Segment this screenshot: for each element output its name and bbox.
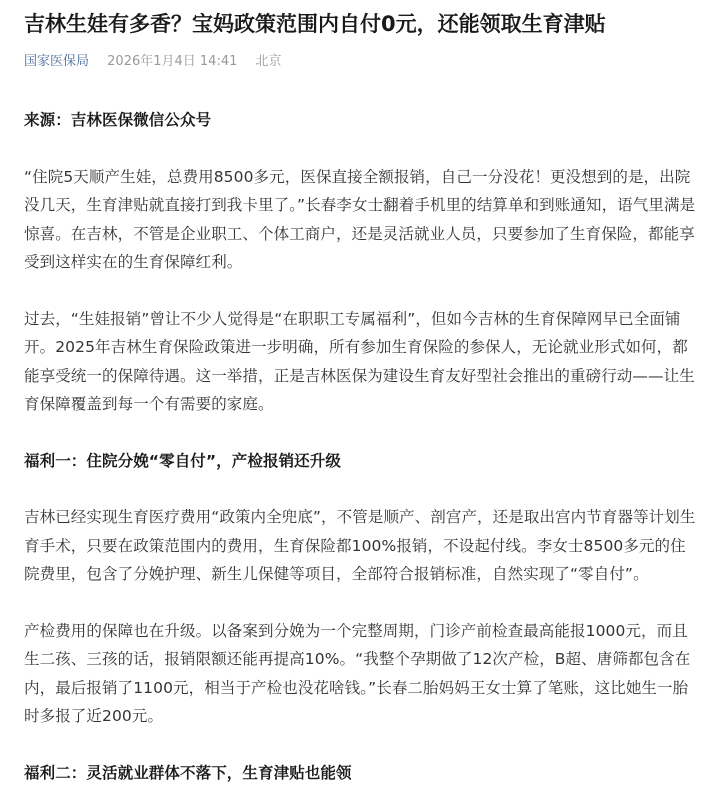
article-title: 吉林生娃有多香？宝妈政策范围内自付0元，还能领取生育津贴 bbox=[24, 12, 606, 36]
paragraph: 产检费用的保障也在升级。以备案到分娩为一个完整周期，门诊产前检查最高能报1000元，而且生二孩、三孩的话，报销限额还能再提高10%。“我整个孕期做了12次产检，B超、唐筛都包含在内，最后报销了1100元，相当于产检也没花啥钱。”长春二胎妈妈王女士算了笔账，这比她生一胎时多报了近200元。 bbox=[24, 621, 691, 725]
article-body bbox=[24, 106, 700, 787]
article-meta bbox=[24, 51, 282, 73]
section-heading: 福利二：灵活就业群体不落下，生育津贴也能领 bbox=[24, 763, 352, 782]
publisher-link[interactable]: 国家医保局 bbox=[24, 54, 90, 69]
publish-datetime: 2026年1月4日 14:41 bbox=[107, 54, 238, 69]
paragraph: “住院5天顺产生娃，总费用8500多元，医保直接全额报销，自己一分没花！更没想到的是，出院没几天，生育津贴就直接打到我卡里了。”长春李女士翻着手机里的结算单和到账通知，语气里满是惊喜。在吉林，不管是企业职工、个体工商户，还是灵活就业人员，只要参加了生育保险，都能享受到这样实在的生育保障红利。 bbox=[24, 167, 696, 271]
paragraph: 过去，“生娃报销”曾让不少人觉得是“在职职工专属福利”，但如今吉林的生育保障网早已全面铺开。2025年吉林生育保险政策进一步明确，所有参加生育保险的参保人，无论就业形式如何，都能享受统一的保障待遇。这一举措，正是吉林医保为建设生育友好型社会推出的重磅行动——让生育保障覆盖到每一个有需要的家庭。 bbox=[24, 309, 695, 413]
source-line: 来源：吉林医保微信公众号 bbox=[24, 111, 212, 129]
publish-location: 北京 bbox=[255, 54, 282, 69]
section-heading: 福利一：住院分娩“零自付”，产检报销还升级 bbox=[24, 451, 341, 470]
paragraph: 吉林已经实现生育医疗费用“政策内全兜底”，不管是顺产、剖宫产，还是取出宫内节育器等计划生育手术，只要在政策范围内的费用，生育保险都100%报销，不设起付线。李女士8500多元的住院费里，包含了分娩护理、新生儿保健等项目，全部符合报销标准，自然实现了“零自付”。 bbox=[24, 508, 696, 583]
